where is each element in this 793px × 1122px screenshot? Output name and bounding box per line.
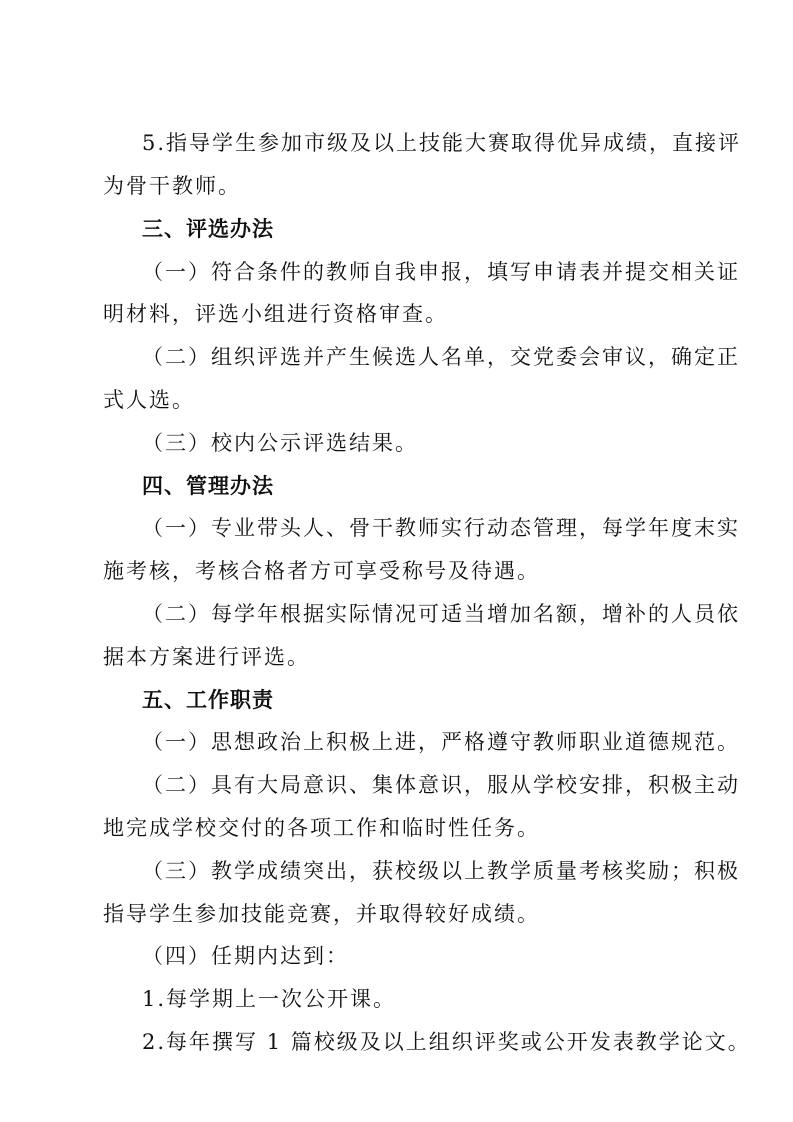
paragraph-line: （一）符合条件的教师自我申报，填写申请表并提交相关证 — [142, 260, 740, 284]
paragraph-line: （四）任期内达到： — [142, 944, 349, 968]
paragraph-line: （二）组织评选并产生候选人名单，交党委会审议，确定正 — [142, 345, 740, 369]
paragraph-line: 2.每年撰写 1 篇校级及以上组织评奖或公开发表教学论文。 — [142, 1030, 751, 1054]
section-heading: 四、管理办法 — [142, 474, 274, 498]
paragraph-line: 指导学生参加技能竞赛，并取得较好成绩。 — [103, 902, 540, 926]
paragraph-line: 据本方案进行评选。 — [103, 645, 310, 669]
paragraph-line: 1.每学期上一次公开课。 — [142, 987, 397, 1011]
paragraph-line: （二）每学年根据实际情况可适当增加名额，增补的人员依 — [142, 602, 740, 626]
paragraph-line: 5.指导学生参加市级及以上技能大赛取得优异成绩，直接评 — [142, 131, 742, 155]
paragraph-line: （二）具有大局意识、集体意识，服从学校安排，积极主动 — [142, 773, 740, 797]
paragraph-line: （一）专业带头人、骨干教师实行动态管理，每学年度末实 — [142, 516, 740, 540]
paragraph-line: （三）教学成绩突出，获校级以上教学质量考核奖励；积极 — [142, 859, 740, 883]
section-heading: 五、工作职责 — [142, 688, 274, 712]
paragraph-line: 为骨干教师。 — [103, 174, 241, 198]
paragraph-line: （一）思想政治上积极上进，严格遵守教师职业道德规范。 — [142, 730, 740, 754]
paragraph-line: 施考核，考核合格者方可享受称号及待遇。 — [103, 559, 540, 583]
paragraph-line: 式人选。 — [103, 388, 195, 412]
paragraph-line: 地完成学校交付的各项工作和临时性任务。 — [103, 816, 540, 840]
paragraph-line: 明材料，评选小组进行资格审查。 — [103, 302, 448, 326]
section-heading: 三、评选办法 — [142, 217, 274, 241]
paragraph-line: （三）校内公示评选结果。 — [142, 431, 418, 455]
